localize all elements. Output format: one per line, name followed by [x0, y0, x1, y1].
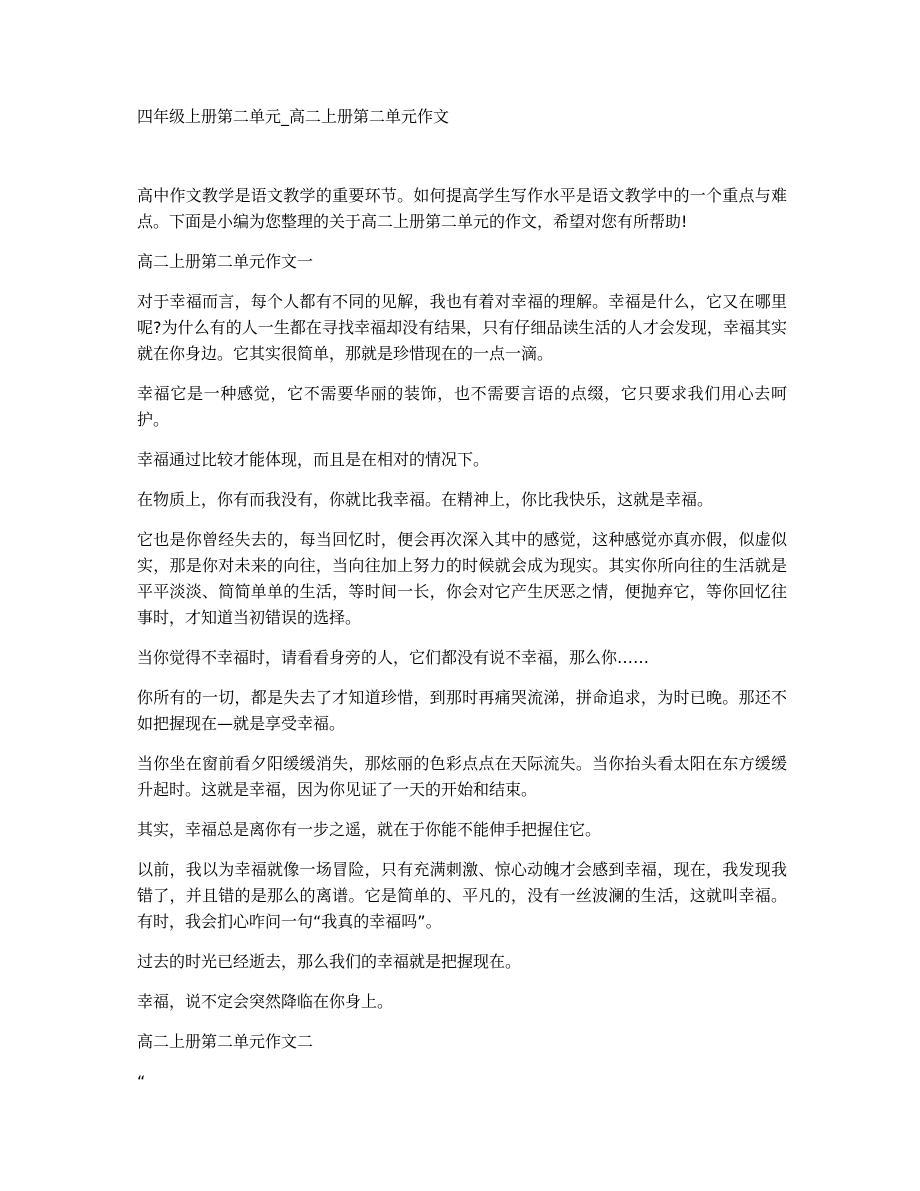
essay1-paragraph: 幸福它是一种感觉，它不需要华丽的装饰，也不需要言语的点缀，它只要求我们用心去呵护。	[137, 384, 787, 429]
essay1-paragraph: 它也是你曾经失去的，每当回忆时，便会再次深入其中的感觉，这种感觉亦真亦假，似虚似实，那是你对未来的向往，当向往加上努力的时候就会成为现实。其实你所向往的生活就是平平淡淡、简简单单的生活，等时间一长，你会对它产生厌恶之情，便抛弃它，等你回忆往事时，才知道当初错误的选择。	[137, 530, 787, 627]
essay2-opening-quote: “	[137, 1072, 146, 1091]
essay1-paragraph: 以前，我以为幸福就像一场冒险，只有充满刺激、惊心动魄才会感到幸福，现在，我发现我错了，并且错的是那么的离谱。它是简单的、平凡的，没有一丝波澜的生活，这就叫幸福。有时，我会扪心咋问一句“我真的幸福吗”。	[137, 860, 787, 931]
essay1-paragraph: 当你觉得不幸福时，请看看身旁的人，它们都没有说不幸福，那么你……	[137, 648, 650, 667]
essay1-paragraph: 过去的时光已经逝去，那么我们的幸福就是把握现在。	[137, 952, 522, 971]
essay1-paragraph: 对于幸福而言，每个人都有不同的见解，我也有着对幸福的理解。幸福是什么，它又在哪里呢?为什么有的人一生都在寻找幸福却没有结果，只有仔细品读生活的人才会发现，幸福其实就在你身边。它其实很简单，那就是珍惜现在的一点一滴。	[137, 292, 787, 363]
essay1-paragraph: 其实，幸福总是离你有一步之遥，就在于你能不能伸手把握住它。	[137, 820, 602, 839]
document-body	[137, 183, 787, 1095]
essay1-paragraph: 幸福通过比较才能体现，而且是在相对的情况下。	[137, 450, 490, 469]
intro-paragraph: 高中作文教学是语文教学的重要环节。如何提高学生写作水平是语文教学中的一个重点与难点。下面是小编为您整理的关于高二上册第二单元的作文，希望对您有所帮助!	[137, 186, 787, 231]
essay1-paragraph: 幸福，说不定会突然降临在你身上。	[137, 992, 394, 1011]
essay1-paragraph: 你所有的一切，都是失去了才知道珍惜，到那时再痛哭流涕，拼命追求，为时已晚。那还不如把握现在—就是享受幸福。	[137, 688, 787, 733]
essay2-heading: 高二上册第二单元作文二	[137, 1032, 314, 1051]
essay1-paragraph: 当你坐在窗前看夕阳缓缓消失，那炫丽的色彩点点在天际流失。当你抬头看太阳在东方缓缓升起时。这就是幸福，因为你见证了一天的开始和结束。	[137, 754, 787, 799]
document-title: 四年级上册第二单元_高二上册第二单元作文	[137, 107, 450, 126]
essay1-paragraph: 在物质上，你有而我没有，你就比我幸福。在精神上，你比我快乐，这就是幸福。	[137, 490, 714, 509]
essay1-heading: 高二上册第二单元作文一	[137, 252, 314, 271]
